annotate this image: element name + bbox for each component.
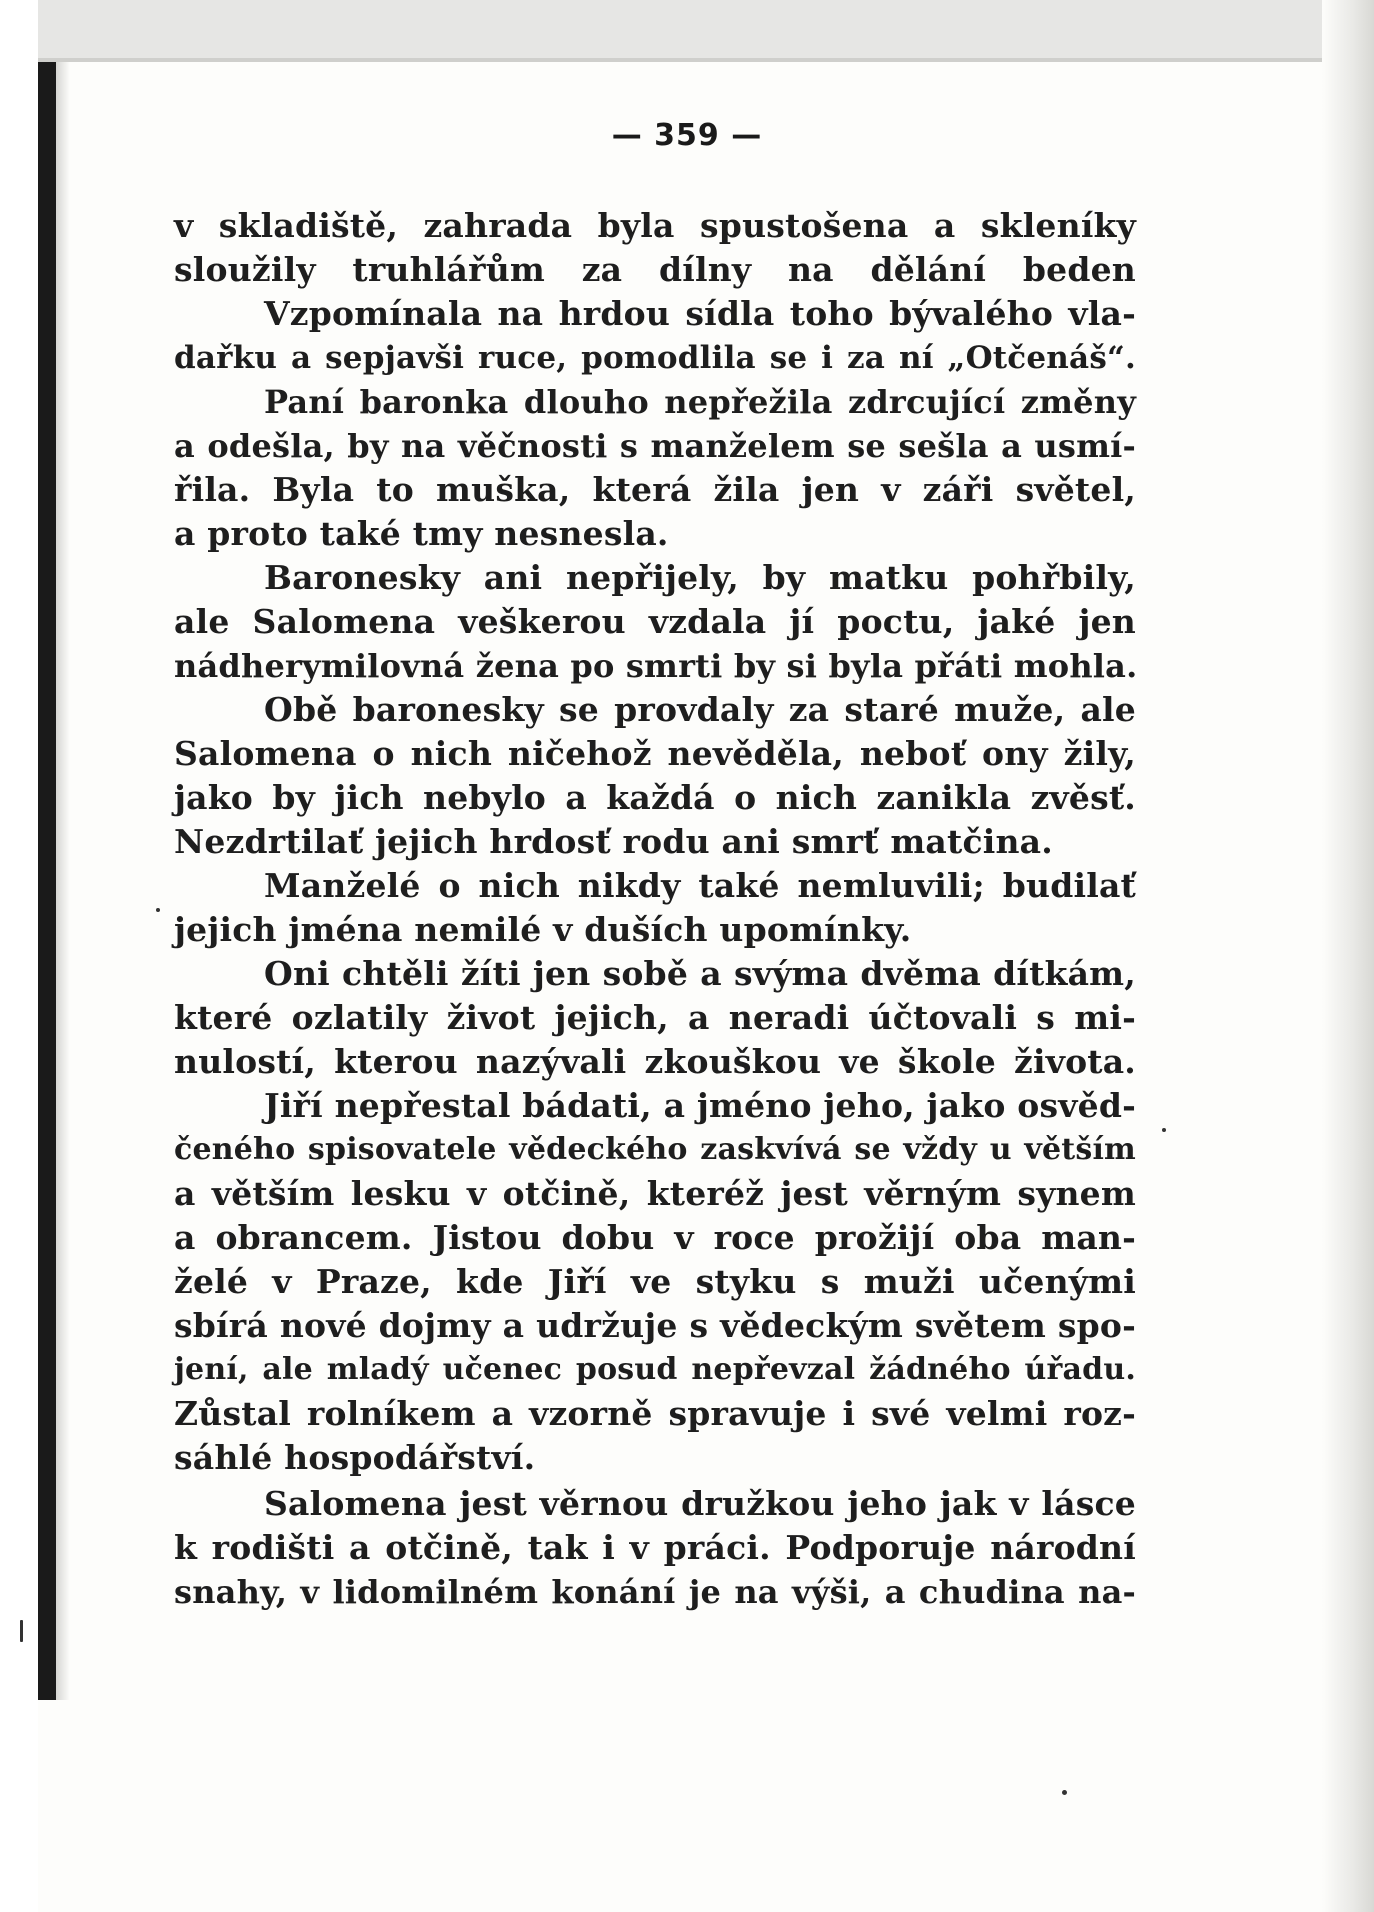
text-line: nádherymilovná žena po smrti by si byla přáti mohla.	[174, 647, 1138, 685]
text-line: Obě baronesky se provdaly za staré muže, ale	[264, 690, 1136, 729]
text-line: Manželé o nich nikdy také nemluvili; budilať	[264, 866, 1136, 905]
text-line: Nezdrtilať jejich hrdosť rodu ani smrť matčina.	[174, 822, 1053, 861]
text-line: sloužily truhlářům za dílny na dělání beden	[174, 250, 1136, 289]
text-line: Jiří nepřestal bádati, a jméno jeho, jako osvěd-	[264, 1086, 1136, 1125]
text-line: ale Salomena veškerou vzdala jí poctu, jaké jen	[174, 602, 1136, 641]
text-line: sbírá nové dojmy a udržuje s vědeckým světem spo-	[174, 1306, 1136, 1345]
text-line: Vzpomínala na hrdou sídla toho bývalého vla-	[264, 294, 1136, 333]
text-line: Salomena o nich ničehož nevěděla, neboť ony žily,	[174, 734, 1136, 773]
text-line: Salomena jest věrnou družkou jeho jak v lásce	[264, 1484, 1136, 1523]
scan-binding-edge	[38, 0, 56, 1700]
page-number: — 359 —	[611, 118, 763, 153]
text-line: a odešla, by na věčnosti s manželem se sešla a usmí-	[174, 427, 1136, 465]
scan-speck	[20, 1620, 23, 1642]
text-line: Oni chtěli žíti jen sobě a svýma dvěma dítkám,	[264, 954, 1136, 993]
scan-margin-left	[0, 0, 38, 1912]
text-line: k rodišti a otčině, tak i v práci. Podporuje národní	[174, 1528, 1136, 1567]
text-line: v skladiště, zahrada byla spustošena a skleníky	[174, 206, 1136, 245]
text-line: čeného spisovatele vědeckého zaskvívá se vždy u větším	[174, 1132, 1136, 1167]
scan-binding-shadow	[56, 60, 70, 1700]
scan-speck	[156, 908, 160, 912]
scan-top-line	[38, 58, 1374, 62]
text-line: nulostí, kterou nazývali zkouškou ve škole života.	[174, 1042, 1136, 1081]
text-line: které ozlatily život jejich, a neradi účtovali s mi-	[174, 998, 1136, 1037]
text-line: sáhlé hospodářství.	[174, 1438, 536, 1477]
text-line: jako by jich nebylo a každá o nich zanikla zvěsť.	[174, 778, 1136, 817]
scan-speck	[1062, 1790, 1067, 1795]
text-line: Paní baronka dlouho nepřežila zdrcující změny	[264, 383, 1136, 421]
scan-right-edge	[1322, 0, 1374, 1912]
text-line: Zůstal rolníkem a vzorně spravuje i své velmi roz-	[174, 1394, 1136, 1433]
text-line: jení, ale mladý učenec posud nepřevzal žádného úřadu.	[174, 1352, 1136, 1387]
text-line: a obrancem. Jistou dobu v roce prožijí oba man-	[174, 1218, 1136, 1257]
text-line: a větším lesku v otčině, kteréž jest věrným synem	[174, 1174, 1136, 1213]
text-line: snahy, v lidomilném konání je na výši, a chudina na-	[174, 1573, 1136, 1611]
text-line: jejich jména nemilé v duších upomínky.	[174, 910, 912, 949]
text-line: řila. Byla to muška, která žila jen v záři světel,	[174, 470, 1136, 509]
scan-speck	[1162, 1128, 1166, 1132]
text-line: Baronesky ani nepřijely, by matku pohřbily,	[264, 558, 1136, 597]
scan-top-edge	[38, 0, 1374, 62]
text-line: a proto také tmy nesnesla.	[174, 514, 669, 553]
text-line: želé v Praze, kde Jiří ve styku s muži učenými	[174, 1262, 1136, 1301]
text-line: dařku a sepjavši ruce, pomodlila se i za ní „Otčenáš“.	[174, 340, 1136, 376]
